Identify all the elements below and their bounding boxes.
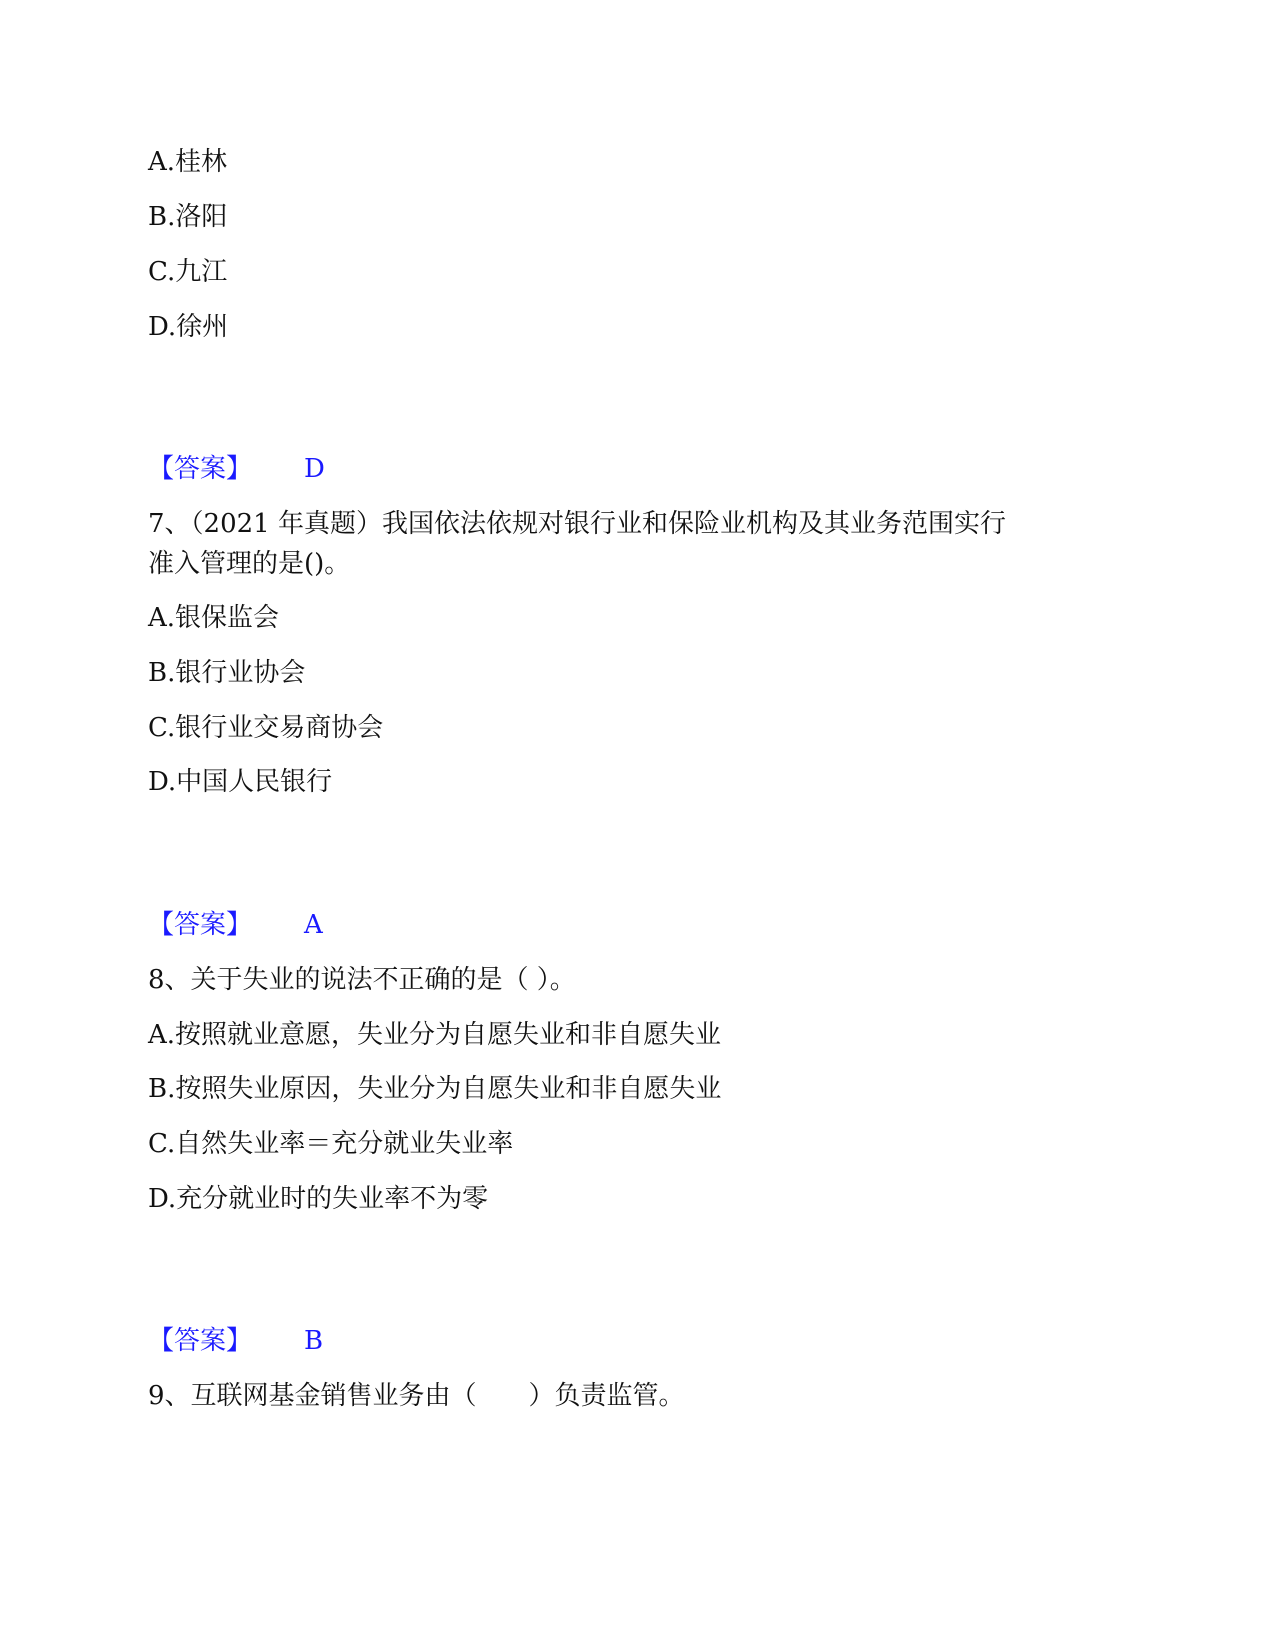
q8-option-a: A.按照就业意愿，失业分为自愿失业和非自愿失业	[148, 1020, 722, 1050]
q7-stem-line2: 准入管理的是()。	[148, 549, 351, 579]
q9-stem: 9、互联网基金销售业务由（ ）负责监管。	[148, 1381, 685, 1411]
q6-option-d: D.徐州	[148, 312, 229, 342]
q7-option-a: A.银保监会	[148, 603, 280, 633]
answer-value: A	[304, 910, 323, 940]
answer-value: B	[304, 1326, 324, 1356]
q8-option-c: C.自然失业率＝充分就业失业率	[148, 1129, 514, 1159]
q8-answer	[148, 1324, 323, 1358]
q8-option-b: B.按照失业原因，失业分为自愿失业和非自愿失业	[148, 1074, 722, 1104]
q6-option-c: C.九江	[148, 257, 228, 287]
q6-option-b: B.洛阳	[148, 202, 228, 232]
q7-stem-line1: 7、（2021 年真题）我国依法依规对银行业和保险业机构及其业务范围实行	[148, 509, 1006, 539]
q7-option-b: B.银行业协会	[148, 658, 306, 688]
q7-option-c: C.银行业交易商协会	[148, 713, 384, 743]
q8-stem: 8、关于失业的说法不正确的是（ ）。	[148, 965, 576, 995]
q6-answer	[148, 452, 325, 486]
q6-option-a: A.桂林	[148, 147, 228, 177]
q8-option-d: D.充分就业时的失业率不为零	[148, 1184, 489, 1214]
answer-tag: 【答案】	[148, 454, 253, 484]
q7-answer	[148, 908, 323, 942]
answer-value: D	[304, 454, 325, 484]
q7-option-d: D.中国人民银行	[148, 767, 333, 797]
answer-tag: 【答案】	[148, 910, 253, 940]
answer-tag: 【答案】	[148, 1326, 253, 1356]
